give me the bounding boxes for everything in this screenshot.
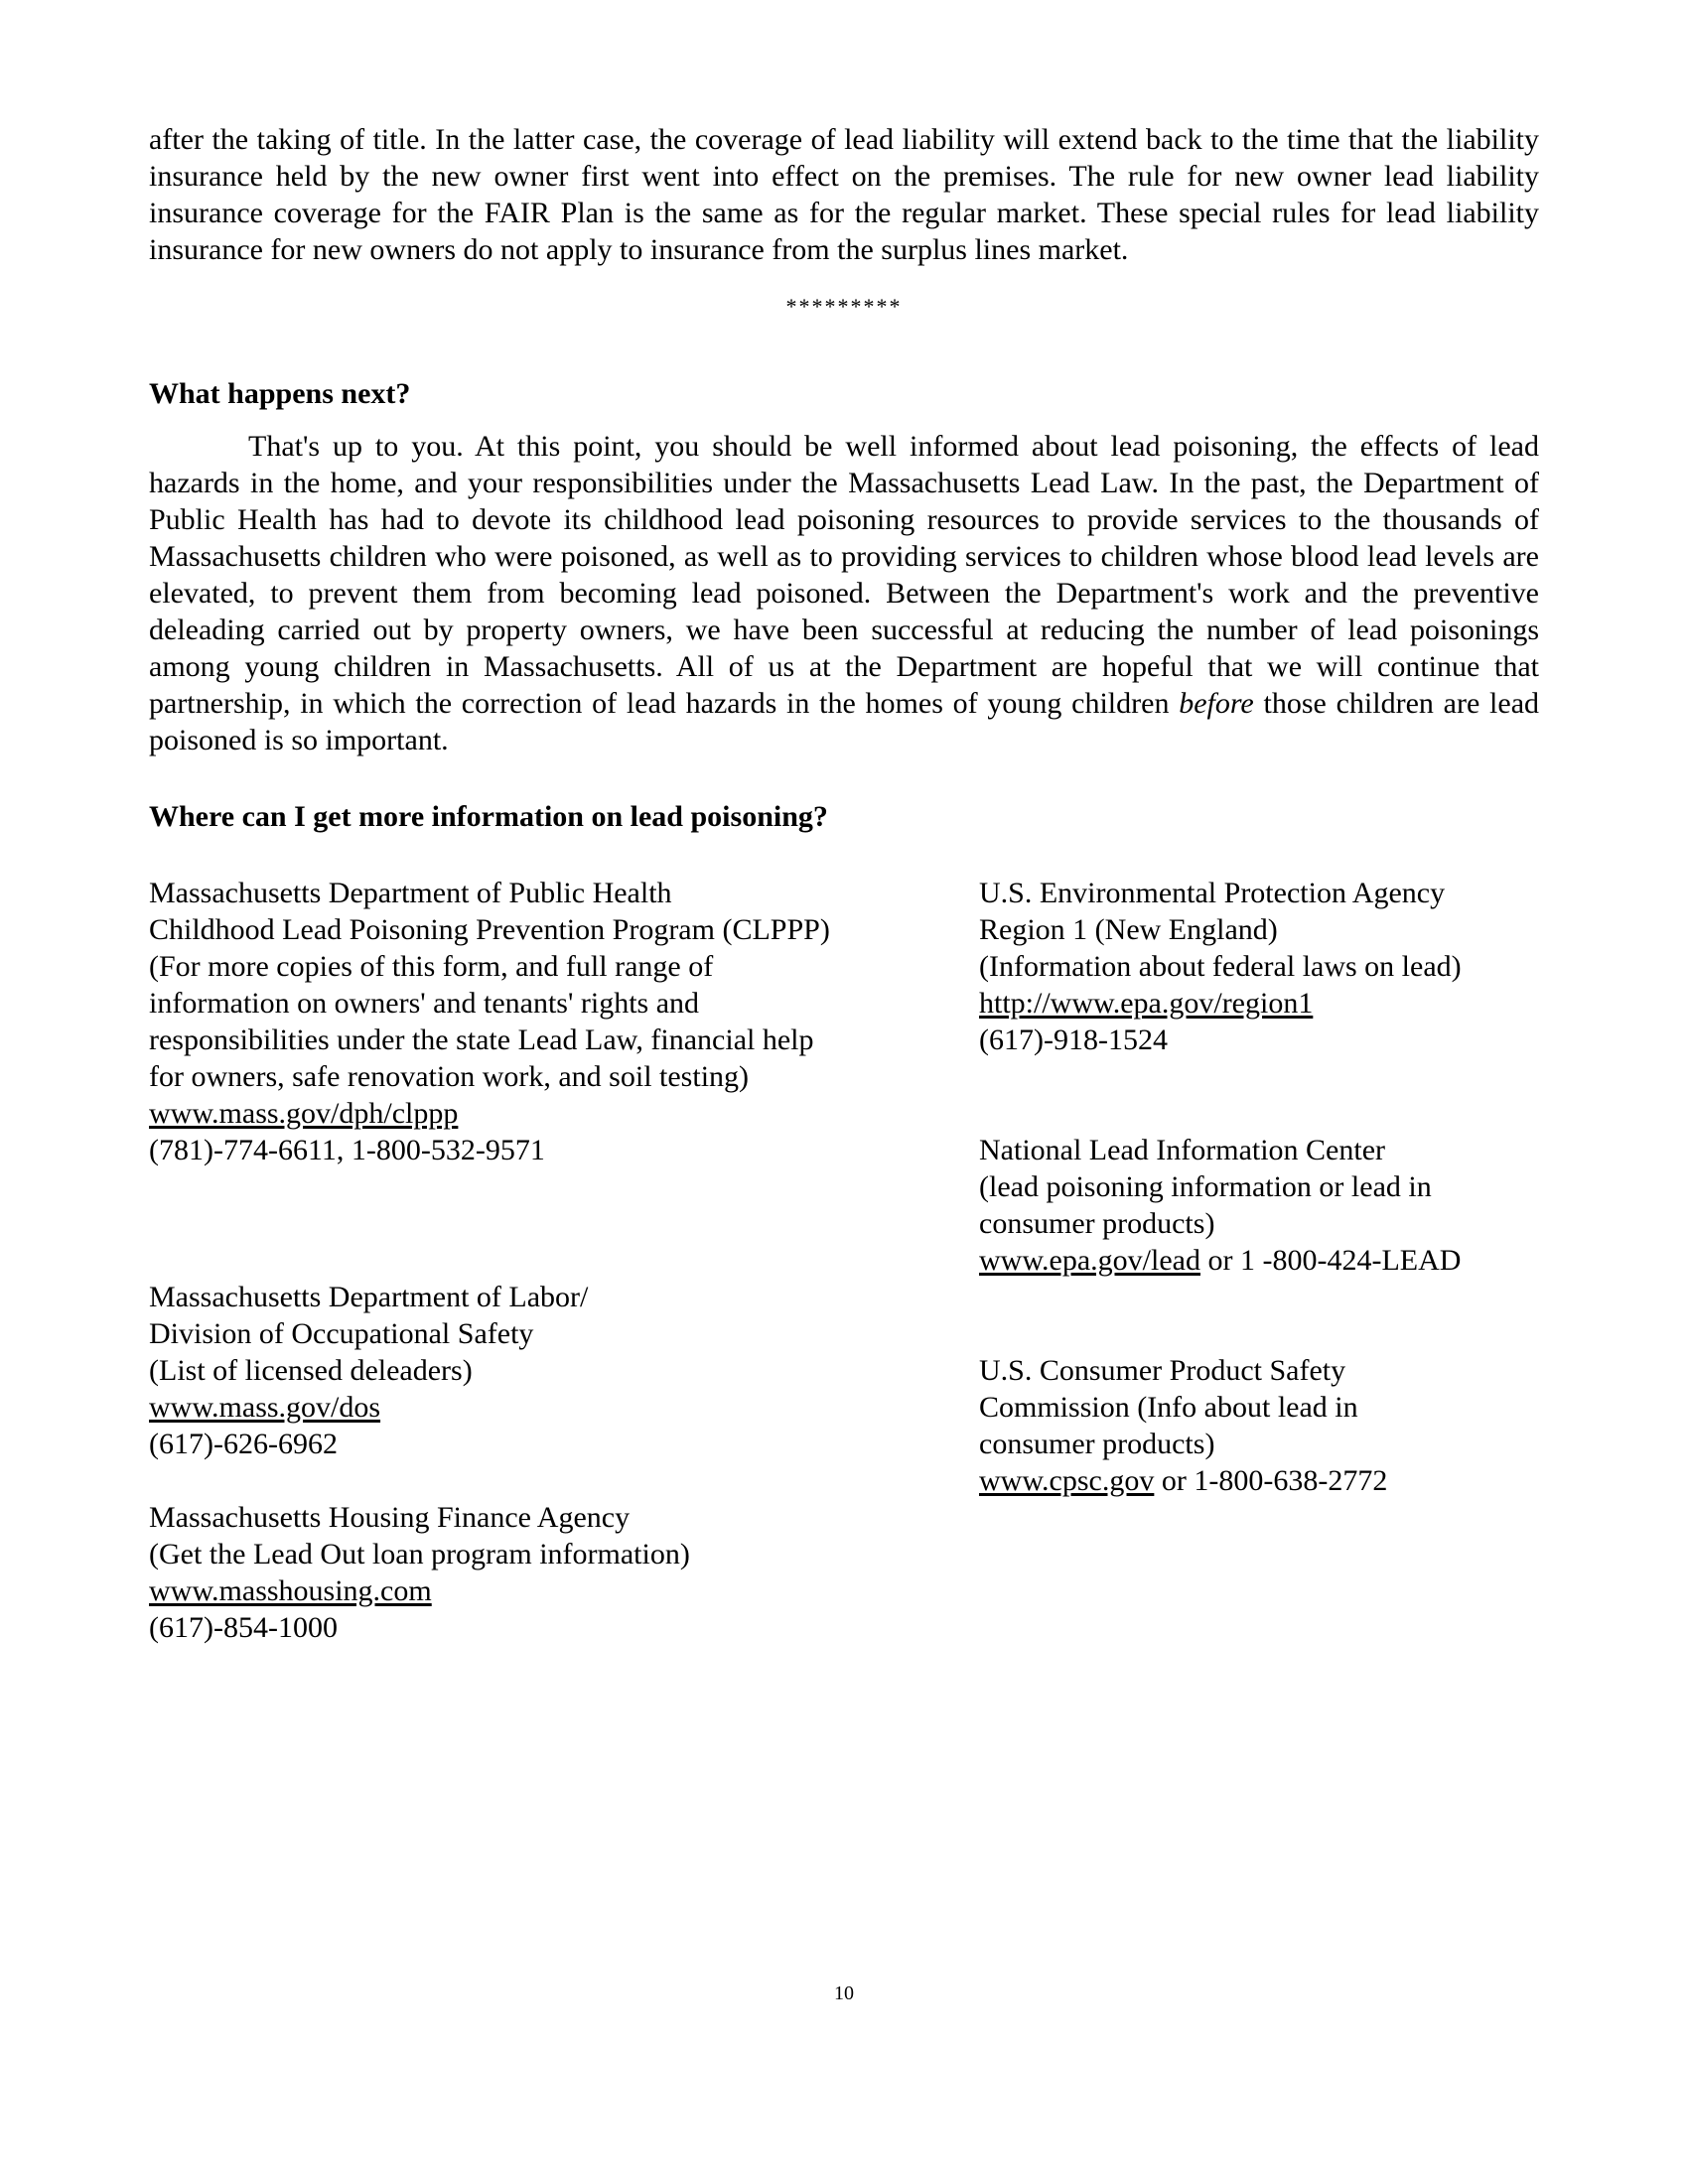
- paragraph-text-before: That's up to you. At this point, you should be well informed about lead poisoning, the effects of lead hazards in the home, and your responsibilities under the Massachusetts Lead Law. In the past, the Department of Public Health has had to devote its childhood lead poisoning resources to provide services to the thousands of Massachusetts children who were poisoned, as well as to providing services to children whose blood lead levels are elevated, to prevent them from becoming lead poisoned. Between the Department's work and the preventive deleading carried out by property owners, we have been successful at reducing the number of lead poisonings among young children in Massachusetts. All of us at the Department are hopeful that we will continue that partnership, in which the correction of lead hazards in the homes of young children: [149, 430, 1539, 720]
- contact-line: (lead poisoning information or lead in: [979, 1170, 1432, 1203]
- dos-phone: (617)-626-6962: [149, 1428, 338, 1460]
- what-happens-next-paragraph: [149, 428, 1539, 758]
- page-number: 10: [834, 1982, 854, 2004]
- cpsc-phone: or 1-800-638-2772: [1161, 1464, 1388, 1497]
- nlic-website-link[interactable]: www.epa.gov/lead: [979, 1244, 1200, 1277]
- contact-line: Massachusetts Department of Labor/: [149, 1281, 589, 1313]
- contact-cpsc: [979, 1352, 1387, 1499]
- mhfa-phone: (617)-854-1000: [149, 1611, 338, 1644]
- contact-line: U.S. Consumer Product Safety: [979, 1354, 1346, 1387]
- paragraph-emphasis: before: [1179, 687, 1254, 720]
- contact-line: National Lead Information Center: [979, 1134, 1386, 1166]
- contact-line: Childhood Lead Poisoning Prevention Program (CLPPP): [149, 913, 830, 946]
- contact-line: U.S. Environmental Protection Agency: [979, 877, 1446, 909]
- contact-line: Commission (Info about lead in: [979, 1391, 1358, 1424]
- contact-line: Massachusetts Department of Public Health: [149, 877, 672, 909]
- contacts-section: [149, 875, 1539, 1689]
- contact-line: Massachusetts Housing Finance Agency: [149, 1501, 631, 1534]
- contact-line: (For more copies of this form, and full range of: [149, 950, 714, 983]
- contact-line: Division of Occupational Safety: [149, 1317, 534, 1350]
- intro-paragraph: after the taking of title. In the latter case, the coverage of lead liability will extend back to the time that the liability insurance held by the new owner first went into effect on the premises. The rule for new owner lead liability insurance coverage for the FAIR Plan is the same as for the regular market. These special rules for lead liability insurance for new owners do not apply to insurance from the surplus lines market.: [149, 123, 1539, 266]
- cpsc-website-link[interactable]: www.cpsc.gov: [979, 1464, 1155, 1497]
- contact-nlic: [979, 1132, 1461, 1279]
- what-happens-next-heading: What happens next?: [149, 377, 411, 410]
- contact-line: consumer products): [979, 1207, 1215, 1240]
- epa-phone: (617)-918-1524: [979, 1024, 1168, 1056]
- contact-line: responsibilities under the state Lead Law, financial help: [149, 1024, 814, 1056]
- dos-website-link[interactable]: www.mass.gov/dos: [149, 1391, 381, 1424]
- contact-line: (Get the Lead Out loan program information): [149, 1538, 690, 1570]
- contact-epa: [979, 875, 1462, 1058]
- epa-website-link[interactable]: http://www.epa.gov/region1: [979, 987, 1314, 1020]
- paragraph-text-after: those children are lead poisoned is so important.: [149, 687, 1540, 756]
- contact-line: consumer products): [979, 1428, 1215, 1460]
- dph-website-link[interactable]: www.mass.gov/dph/clppp: [149, 1097, 459, 1130]
- contact-line: Region 1 (New England): [979, 913, 1278, 946]
- document-page: [149, 121, 1539, 1689]
- dph-phone: (781)-774-6611, 1-800-532-9571: [149, 1134, 545, 1166]
- contact-line: (Information about federal laws on lead): [979, 950, 1462, 983]
- more-information-heading: Where can I get more information on lead poisoning?: [149, 800, 828, 833]
- contact-line: information on owners' and tenants' rights and: [149, 987, 700, 1020]
- contact-line: (List of licensed deleaders): [149, 1354, 473, 1387]
- contact-mhfa: [149, 1499, 690, 1646]
- contact-dph: [149, 875, 830, 1168]
- contact-line: for owners, safe renovation work, and soil testing): [149, 1060, 750, 1093]
- section-separator: *********: [785, 294, 903, 319]
- contact-dos: [149, 1279, 588, 1462]
- mhfa-website-link[interactable]: www.masshousing.com: [149, 1574, 432, 1607]
- nlic-phone: or 1 -800-424-LEAD: [1207, 1244, 1462, 1277]
